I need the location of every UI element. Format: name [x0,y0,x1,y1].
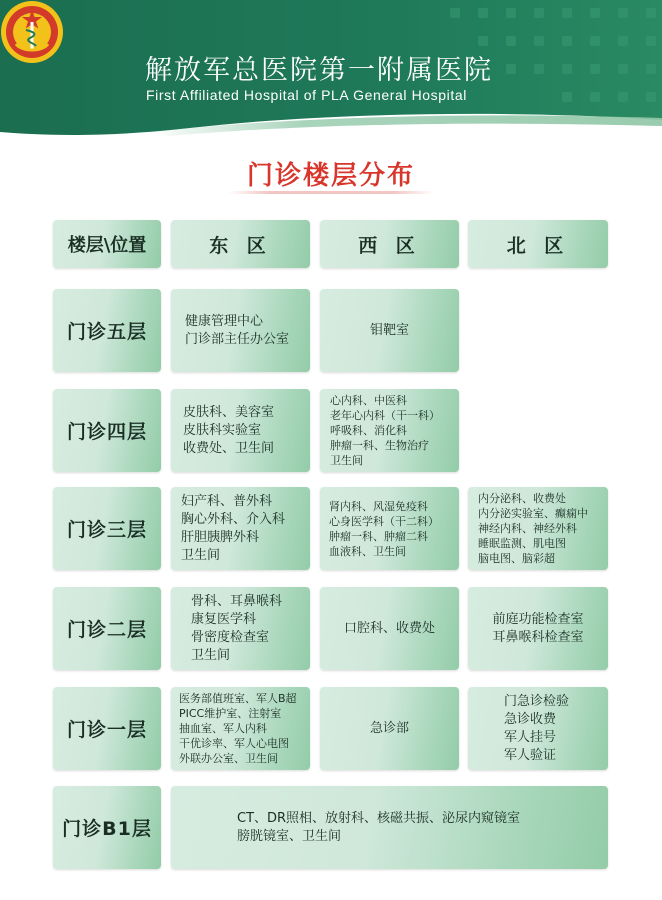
cell-4f-west [320,389,459,472]
department-line: 肿瘤一科、生物治疗 [330,439,429,452]
department-line: 急诊部 [369,720,409,736]
cell-3f-north [468,487,608,570]
department-line: 内分泌实验室、癫痫中 [478,507,588,520]
hospital-name-cn: 解放军总医院第一附属医院 [145,55,493,86]
department-line: 胸心外科、介入科 [181,511,286,527]
floor-label-4f: 门诊四层 [53,389,161,472]
department-line: 卫生间 [330,454,363,467]
department-line: 内分泌科、收费处 [478,492,566,505]
department-line: 外联办公室、卫生间 [179,752,278,765]
column-header-label: 东 区 [209,234,272,257]
floor-label-2f: 门诊二层 [53,587,161,670]
cell-5f-west [320,289,459,372]
page-title: 门诊楼层分布 [246,161,415,191]
department-line: 收费处、卫生间 [183,440,275,456]
cell-2f-north [468,587,608,670]
department-line: 军人挂号 [504,729,557,745]
department-line: 前庭功能检查室 [492,611,584,627]
cell-2f-east [171,587,310,670]
cell-1f-east [171,687,310,770]
department-line: 钼靶室 [369,322,409,338]
floor-label-1f: 门诊一层 [53,687,161,770]
cell-4f-east [171,389,310,472]
department-line: 骨科、耳鼻喉科 [191,593,283,609]
column-header-label: 西 区 [358,234,421,257]
department-line: 军人验证 [504,747,557,763]
department-line: 健康管理中心 [185,313,264,329]
pla-hospital-emblem-icon [0,0,64,64]
title-underline [228,191,434,194]
department-line: 抽血室、军人内科 [179,722,267,735]
department-line: 康复医学科 [191,611,257,627]
department-line: 神经内科、神经外科 [478,522,577,535]
department-line: 心身医学科（干二科） [329,514,439,528]
department-line: 急诊收费 [504,711,557,727]
cell-3f-west [320,487,459,570]
department-line: 骨密度检查室 [191,629,270,645]
cell-3f-east [171,487,310,570]
column-header-floor [53,220,161,268]
department-line: 医务部值班室、军人B超 [179,692,297,705]
department-line: 血液科、卫生间 [329,544,406,558]
floor-label-5f: 门诊五层 [53,289,161,372]
floor-label-b1: 门诊B1层 [53,786,161,869]
column-header-label: 楼层\位置 [67,235,147,256]
department-line: 妇产科、普外科 [181,493,273,509]
department-line: 门急诊检验 [504,693,570,709]
department-line: 睡眠监测、肌电图 [478,537,566,550]
department-line: 呼吸科、消化科 [330,424,407,437]
department-line: 耳鼻喉科检查室 [492,629,584,645]
cell-1f-north [468,687,608,770]
department-line: 脑电图、脑彩超 [478,552,555,565]
cell-b1-all [171,786,608,869]
column-header-west [320,220,459,268]
column-header-label: 北 区 [506,234,570,257]
cell-2f-west [320,587,459,670]
department-line: 门诊部主任办公室 [185,331,290,347]
department-line: PICC维护室、注射室 [179,707,282,720]
header-banner [0,0,662,140]
hospital-name-en: First Affiliated Hospital of PLA General Hospital [146,87,467,103]
department-line: 膀胱镜室、卫生间 [237,828,342,844]
department-line: 卫生间 [181,547,221,563]
department-line: 心内科、中医科 [330,394,407,407]
department-line: 肿瘤一科、肿瘤二科 [329,529,428,543]
cell-5f-east [171,289,310,372]
department-line: 皮肤科、美容室 [183,404,275,420]
department-line: 口腔科、收费处 [343,620,435,636]
cell-1f-west [320,687,459,770]
department-line: 肾内科、风湿免疫科 [329,499,428,513]
department-line: 肝胆胰脾外科 [181,529,260,545]
column-header-east [171,220,310,268]
column-header-north [468,220,608,268]
department-line: 干优诊率、军人心电图 [179,737,289,750]
department-line: 卫生间 [191,647,231,663]
department-line: 皮肤科实验室 [183,422,262,438]
department-line: 老年心内科（干一科） [330,409,440,422]
floor-label-3f: 门诊三层 [53,487,161,570]
department-line: CT、DR照相、放射科、核磁共振、泌尿内窥镜室 [237,810,521,826]
